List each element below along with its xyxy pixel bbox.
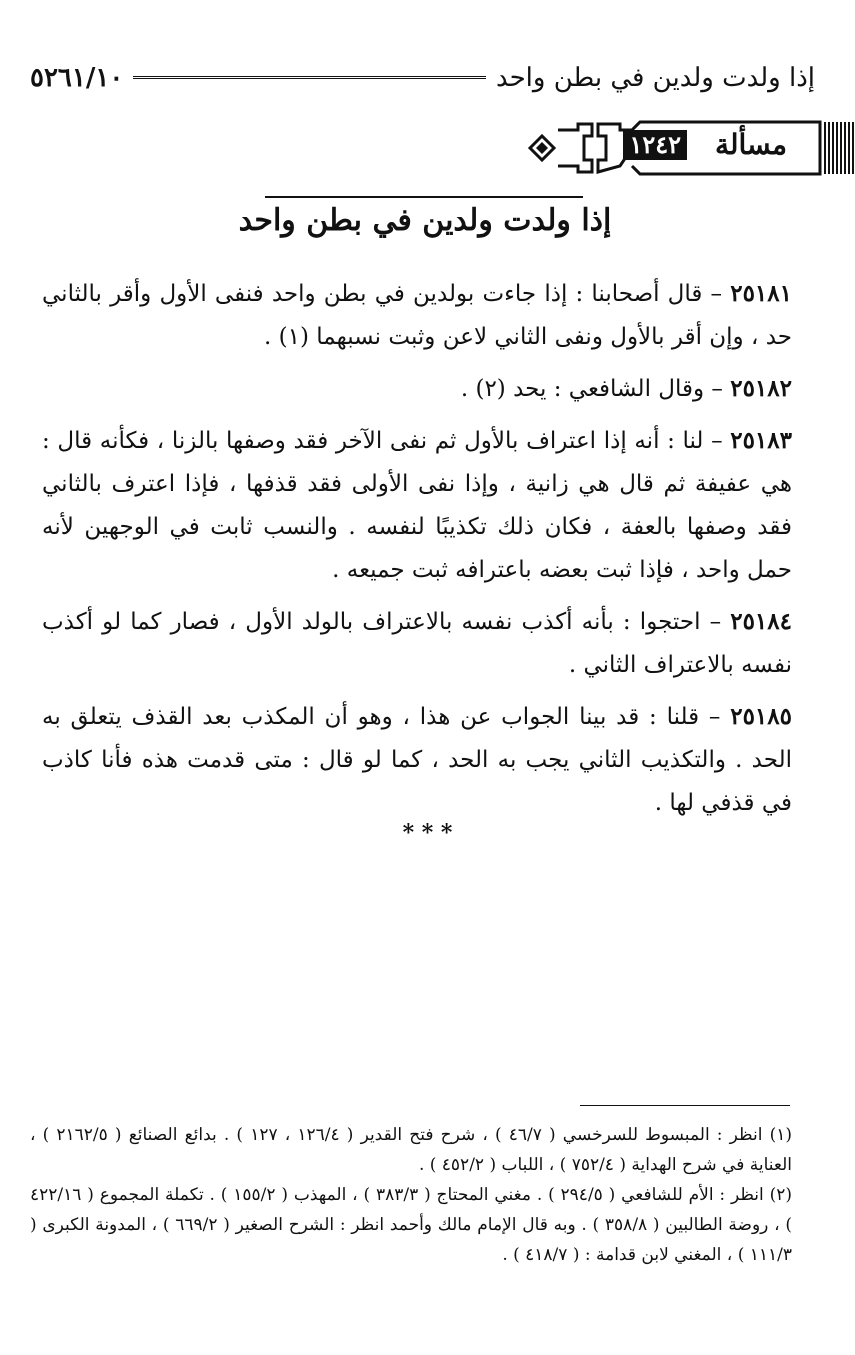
heading-rule bbox=[265, 196, 583, 198]
paragraph-number: ٢٥١٨٤ bbox=[730, 608, 792, 635]
running-header bbox=[30, 58, 815, 98]
paragraph-text: – لنا : أنه إذا اعتراف بالأول ثم نفى الآخر فقد وصفها بالزنا ، فكأنه قال : هي عفيفة ثم قال هي زانية ، وإذا نفى الأولى فقد قذفها ، فإذا اعترف بالثاني فقد وصفها بالعفة ، فكان ذلك تكذيبًا لنفسه . والنسب ثابت في الوجهين لأنه حمل واحد ، فإذا ثبت بعضه باعترافه ثبت جميعه . bbox=[42, 428, 792, 583]
section-separator: * * * bbox=[402, 820, 453, 846]
ornament-icon bbox=[520, 118, 855, 178]
paragraph bbox=[42, 419, 792, 592]
paragraph bbox=[42, 695, 792, 825]
masala-number: ١٢٤٢ bbox=[623, 130, 687, 160]
chapter-heading: إذا ولدت ولدين في بطن واحد bbox=[238, 203, 612, 238]
paragraph bbox=[42, 367, 792, 411]
footnotes bbox=[30, 1120, 792, 1270]
paragraph-text: – احتجوا : بأنه أكذب نفسه بالاعتراف بالولد الأول ، فصار كما لو أكذب نفسه بالاعتراف الثاني . bbox=[42, 609, 792, 678]
masala-banner bbox=[520, 118, 855, 178]
footnote: (١) انظر : المبسوط للسرخسي ( ٤٦/٧ ) ، شرح فتح القدير ( ١٢٦/٤ ، ١٢٧ ) . بدائع الصنائع ( ٢١٦٢/٥ ) ، العناية في شرح الهداية ( ٧٥٢/٤ ) ، اللباب ( ٤٥٢/٢ ) . bbox=[30, 1125, 793, 1175]
paragraph-text: – وقال الشافعي : يحد (٢) . bbox=[460, 376, 731, 402]
paragraph-text: – قال أصحابنا : إذا جاءت بولدين في بطن واحد فنفى الأول وأقر بالثاني حد ، وإن أقر بالأول ونفى الثاني لاعن وثبت نسبهما (١) . bbox=[42, 281, 792, 350]
paragraph-number: ٢٥١٨٥ bbox=[730, 703, 792, 730]
page-number: ٥٢٦١/١٠ bbox=[30, 63, 124, 93]
paragraph bbox=[42, 600, 792, 687]
body-text bbox=[42, 272, 792, 833]
paragraph-number: ٢٥١٨٣ bbox=[730, 427, 792, 454]
running-title: إذا ولدت ولدين في بطن واحد bbox=[495, 63, 815, 93]
masala-label: مسألة bbox=[714, 128, 787, 161]
paragraph-text: – قلنا : قد بينا الجواب عن هذا ، وهو أن المكذب بعد القذف يتعلق به الحد . والتكذيب الثاني يجب به الحد ، كما لو قال : متى قدمت هذه فأنا كاذب في قذفي لها . bbox=[42, 704, 792, 816]
paragraph bbox=[42, 272, 792, 359]
footnote: (٢) انظر : الأم للشافعي ( ٢٩٤/٥ ) . مغني المحتاج ( ٣٨٣/٣ ) ، المهذب ( ١٥٥/٢ ) . تكملة المجموع ( ٤٢٢/١٦ ) ، روضة الطالبين ( ٣٥٨/٨ ) . وبه قال الإمام مالك وأحمد انظر : الشرح الصغير ( ٦٦٩/٢ ) ، المدونة الكبرى ( ١١١/٣ ) ، المغني لابن قدامة : ( ٤١٨/٧ ) . bbox=[30, 1185, 792, 1265]
header-rule bbox=[133, 76, 486, 81]
paragraph-number: ٢٥١٨١ bbox=[730, 280, 792, 307]
paragraph-number: ٢٥١٨٢ bbox=[730, 375, 792, 402]
footnote-rule bbox=[580, 1105, 790, 1106]
